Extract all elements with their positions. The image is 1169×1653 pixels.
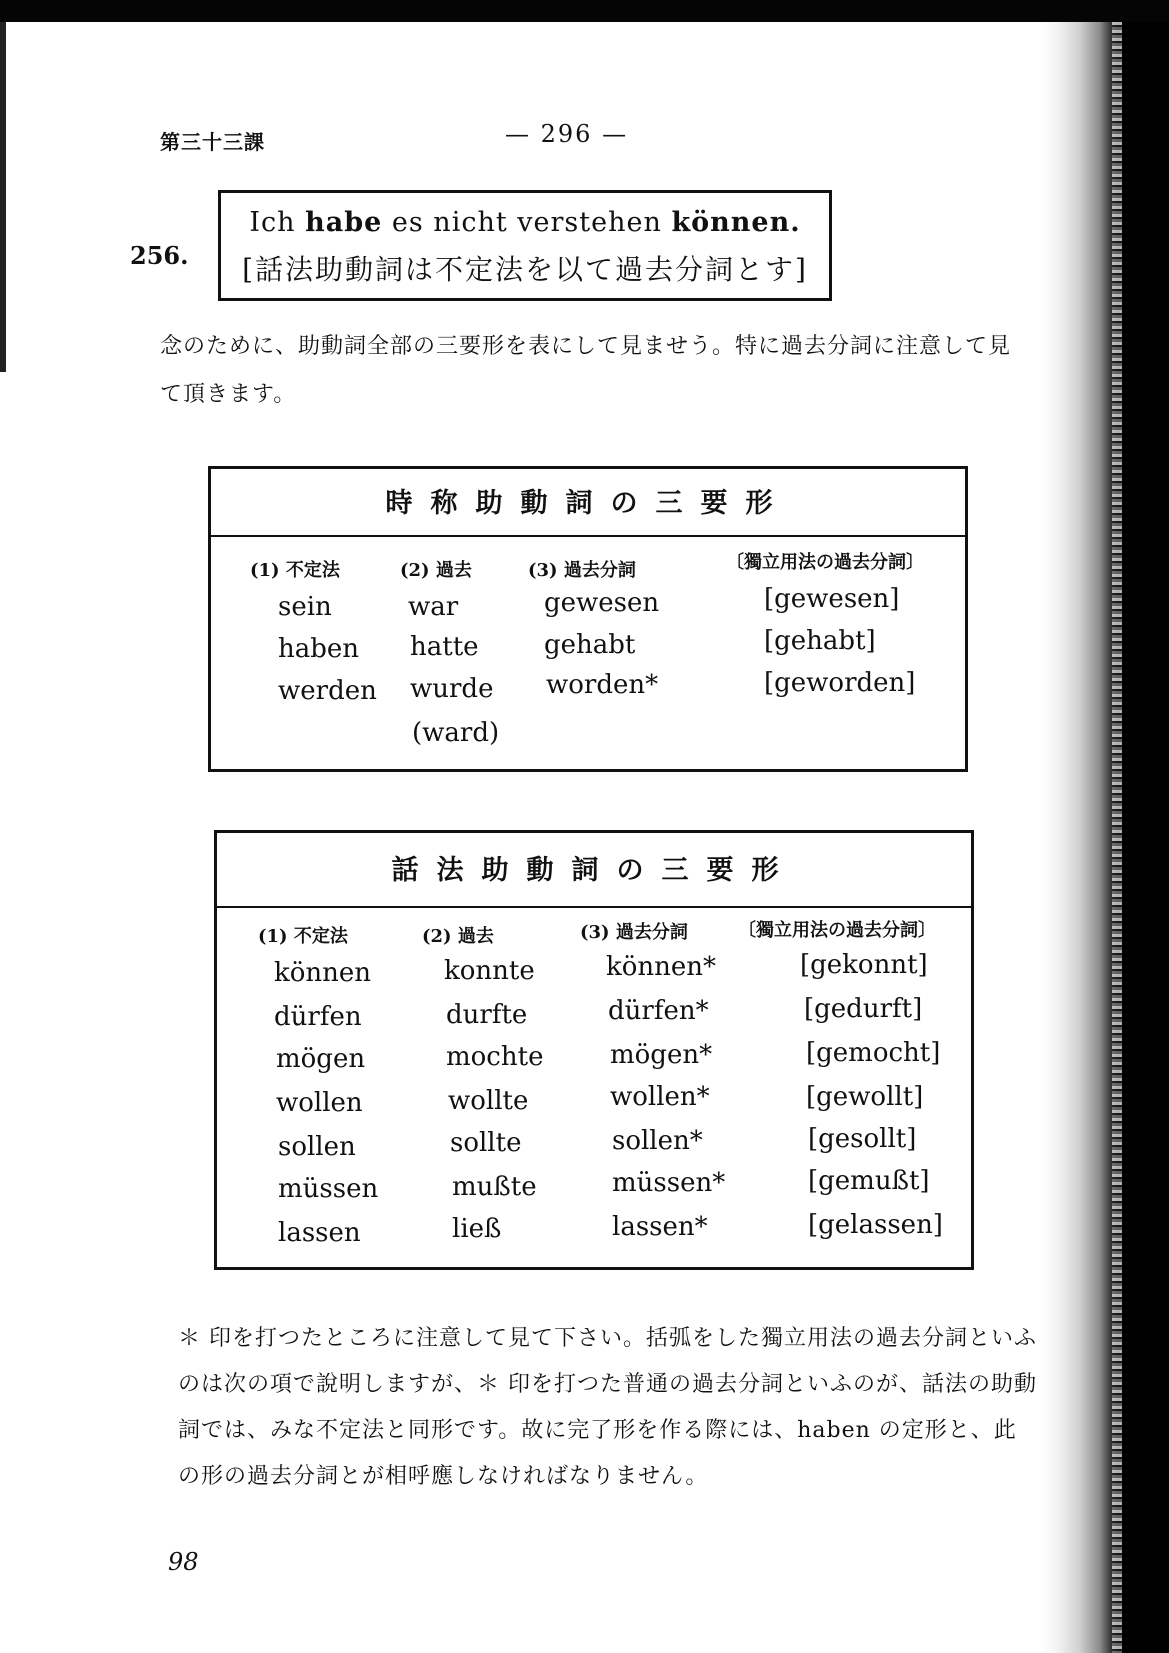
scan-border-left: [0, 22, 6, 372]
table-cell: mögen: [276, 1044, 366, 1074]
column-header: (3) 過去分詞: [528, 560, 636, 581]
table-cell: mußte: [452, 1172, 537, 1202]
table-cell: lassen: [278, 1218, 361, 1248]
table-cell: war: [408, 592, 459, 622]
footnote-paragraph: ＊ 印を打つたところに注意して見て下さい。括弧をした獨立用法の過去分詞といふのは次の項で說明しますが、＊ 印を打つた普通の過去分詞といふのが、話法の助動詞では、みな不定法と同形です。故に完了形を作る際には、haben の定形と、此の形の過去分詞とが相呼應しなければなりません。: [178, 1326, 1037, 1489]
rule-german-plain-1: Ich: [249, 207, 306, 238]
table-cell: ließ: [452, 1214, 502, 1244]
table-cell: werden: [278, 676, 377, 706]
table-cell: gehabt: [544, 630, 636, 660]
section-number: 256.: [130, 241, 189, 270]
book-gutter-edge: [1112, 22, 1122, 1653]
rule-japanese: [話法助動詞は不定法を以て過去分詞とす]: [242, 253, 808, 286]
table-cell: wollen: [276, 1088, 363, 1118]
column-header: (2) 過去: [400, 560, 472, 581]
table-cell: wollte: [448, 1086, 529, 1116]
page-number-header: — 296 —: [505, 120, 629, 148]
rule-german-sentence: [221, 207, 829, 238]
table-cell: sollen: [278, 1132, 356, 1162]
table-cell: dürfen*: [608, 996, 709, 1026]
column-header: (3) 過去分詞: [580, 922, 688, 943]
scan-border-top: [0, 0, 1169, 22]
column-header: (1) 不定法: [250, 560, 340, 581]
table-cell: durfte: [446, 1000, 528, 1030]
table-cell: müssen*: [612, 1168, 726, 1198]
rule-german-bold-1: habe: [305, 207, 383, 238]
table-cell: [gewesen]: [764, 584, 900, 614]
table-cell: dürfen: [274, 1002, 362, 1032]
table-cell: wollen*: [610, 1082, 710, 1112]
rule-german-bold-2: können.: [671, 207, 801, 238]
table-cell: müssen: [278, 1174, 379, 1204]
table-cell: mögen*: [610, 1040, 713, 1070]
table-cell: sollen*: [612, 1126, 703, 1156]
table-cell: können: [274, 958, 372, 988]
book-gutter-shadow: [1040, 22, 1169, 1653]
table-cell: [gemocht]: [806, 1038, 941, 1068]
rule-german-plain-2: es nicht verstehen: [382, 207, 672, 238]
rule-box: [218, 190, 832, 301]
lesson-label: 第三十三課: [160, 130, 265, 154]
table-cell: konnte: [444, 956, 535, 986]
column-header: (2) 過去: [422, 926, 494, 947]
table-cell: sollte: [450, 1128, 522, 1158]
page-number-footer: 98: [168, 1548, 199, 1576]
table-cell: wurde: [410, 674, 494, 704]
table-cell: [gekonnt]: [800, 950, 928, 980]
table-cell: [gelassen]: [808, 1210, 943, 1240]
table-cell: können*: [606, 952, 717, 982]
table-cell: [gedurft]: [804, 994, 923, 1024]
table-cell: sein: [278, 592, 332, 622]
column-header: 〔獨立用法の過去分詞〕: [738, 920, 936, 941]
table-cell: [gesollt]: [808, 1124, 917, 1154]
table-cell: hatte: [410, 632, 479, 662]
table-cell: haben: [278, 634, 360, 664]
column-header: (1) 不定法: [258, 926, 348, 947]
table-cell: [gewollt]: [806, 1082, 924, 1112]
table-cell: gewesen: [544, 588, 660, 618]
column-header: 〔獨立用法の過去分詞〕: [726, 552, 924, 573]
table-title: 時称助動詞の三要形: [211, 469, 965, 537]
table-title: 話法助動詞の三要形: [217, 833, 971, 908]
intro-paragraph: 念のために、助動詞全部の三要形を表にして見ませう。特に過去分詞に注意して見て頂きます。: [160, 334, 1012, 407]
table-cell: [gehabt]: [764, 626, 876, 656]
table-cell: [geworden]: [764, 668, 916, 698]
table-cell: worden*: [546, 670, 659, 700]
table-cell: mochte: [446, 1042, 544, 1072]
table-cell: [gemußt]: [808, 1166, 930, 1196]
table-cell: lassen*: [612, 1212, 708, 1242]
table-cell: (ward): [412, 718, 500, 748]
